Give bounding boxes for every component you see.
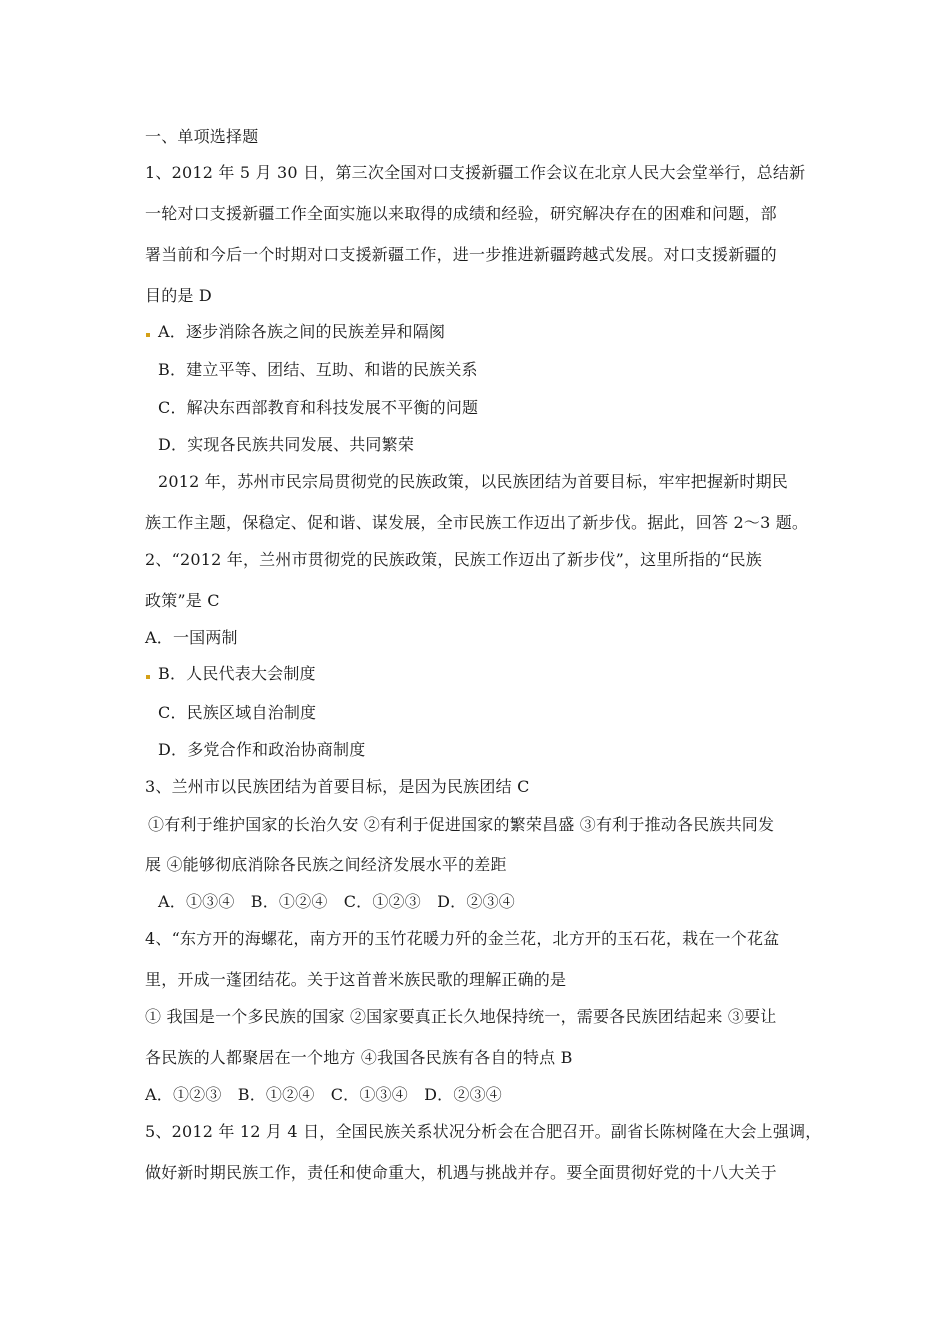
q2-option-b: B．人民代表大会制度 bbox=[158, 664, 316, 683]
q1-line-4: 目的是 D bbox=[145, 286, 212, 305]
q4-line-3: ① 我国是一个多民族的国家 ②国家要真正长久地保持统一，需要各民族团结起来 ③要让 bbox=[145, 1007, 777, 1026]
q2-line-1: 2、“2012 年，兰州市贯彻党的民族政策，民族工作迈出了新步伐”，这里所指的“民族 bbox=[145, 550, 762, 569]
q4-line-4: 各民族的人都聚居在一个地方 ④我国各民族有各自的特点 B bbox=[145, 1048, 573, 1067]
q1-option-d: D．实现各民族共同发展、共同繁荣 bbox=[158, 435, 415, 454]
q4-line-2: 里，开成一蓬团结花。关于这首普米族民歌的理解正确的是 bbox=[145, 970, 567, 989]
q3-line-1: 3、兰州市以民族团结为首要目标，是因为民族团结 C bbox=[145, 777, 530, 796]
q1-line-2: 一轮对口支援新疆工作全面实施以来取得的成绩和经验，研究解决存在的困难和问题，部 bbox=[145, 204, 777, 223]
q3-options: A．①③④ B．①②④ C．①②③ D．②③④ bbox=[158, 892, 515, 911]
q2-option-c: C．民族区域自治制度 bbox=[158, 703, 317, 722]
highlight-marker bbox=[146, 675, 150, 679]
highlight-marker bbox=[146, 333, 150, 337]
q1-option-a: A．逐步消除各族之间的民族差异和隔阂 bbox=[158, 322, 446, 341]
q4-line-1: 4、“东方开的海螺花，南方开的玉竹花暖力歼的金兰花，北方开的玉石花，栽在一个花盆 bbox=[145, 929, 780, 948]
q3-line-3: 展 ④能够彻底消除各民族之间经济发展水平的差距 bbox=[145, 855, 507, 874]
q1-option-c: C．解决东西部教育和科技发展不平衡的问题 bbox=[158, 398, 479, 417]
q3-line-2: ①有利于维护国家的长治久安 ②有利于促进国家的繁荣昌盛 ③有利于推动各民族共同发 bbox=[148, 815, 775, 834]
passage-line-1: 2012 年，苏州市民宗局贯彻党的民族政策，以民族团结为首要目标，牢牢把握新时期民 bbox=[158, 472, 789, 491]
passage-line-2: 族工作主题，保稳定、促和谐、谋发展，全市民族工作迈出了新步伐。据此，回答 2～3 题。 bbox=[145, 513, 809, 532]
q4-options: A．①②③ B．①②④ C．①③④ D．②③④ bbox=[145, 1085, 502, 1104]
q1-option-b: B．建立平等、团结、互助、和谐的民族关系 bbox=[158, 360, 478, 379]
q2-option-d: D．多党合作和政治协商制度 bbox=[158, 740, 366, 759]
q2-line-2: 政策”是 C bbox=[145, 591, 220, 610]
q1-line-1: 1、2012 年 5 月 30 日，第三次全国对口支援新疆工作会议在北京人民大会堂举行，总结新 bbox=[145, 163, 806, 182]
q5-line-1: 5、2012 年 12 月 4 日，全国民族关系状况分析会在合肥召开。副省长陈树隆在大会上强调， bbox=[145, 1122, 822, 1141]
q2-option-a: A．一国两制 bbox=[145, 628, 238, 647]
q5-line-2: 做好新时期民族工作，责任和使命重大，机遇与挑战并存。要全面贯彻好党的十八大关于 bbox=[145, 1163, 777, 1182]
section-title: 一、单项选择题 bbox=[145, 127, 259, 146]
q1-line-3: 署当前和今后一个时期对口支援新疆工作，进一步推进新疆跨越式发展。对口支援新疆的 bbox=[145, 245, 777, 264]
